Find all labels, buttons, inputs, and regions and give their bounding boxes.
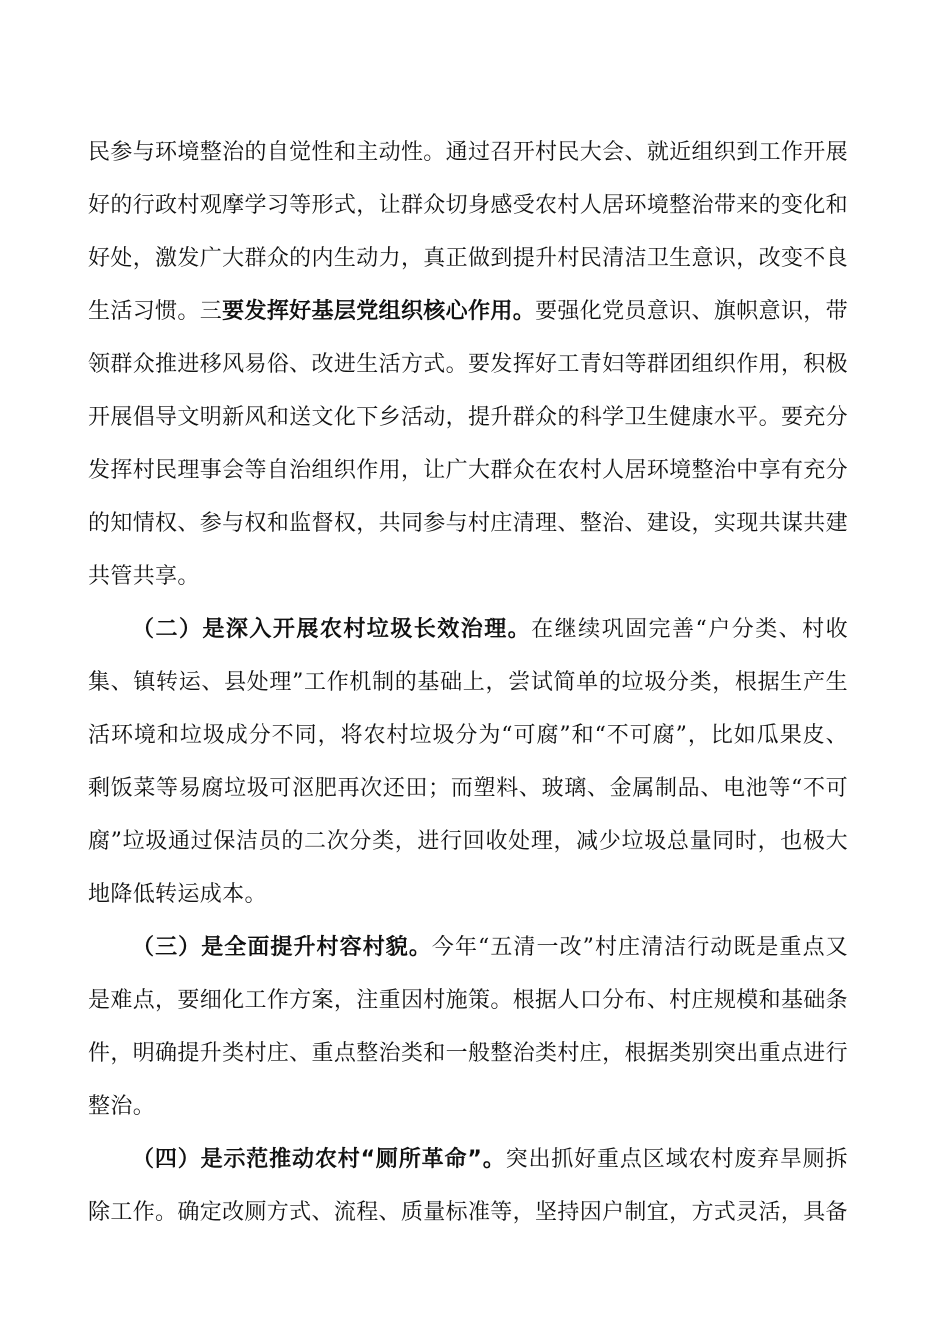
paragraph-2-bold-heading: （二）是深入开展农村垃圾长效治理。 bbox=[132, 617, 532, 642]
paragraph-4-text: 突出抓好重点区域农村废弃旱厕拆除工作。确定改厕方式、流程、质量标准等，坚持因户制宜，方式灵活，具备 bbox=[88, 1147, 848, 1225]
paragraph-2-text: 在继续巩固完善“户分类、村收集、镇转运、县处理”工作机制的基础上，尝试简单的垃圾分类，根据生产生活环境和垃圾成分不同，将农村垃圾分为“可腐”和“不可腐”，比如瓜果皮、剩饭菜等易腐垃圾可沤肥再次还田；而塑料、玻璃、金属制品、电池等“不可腐”垃圾通过保洁员的二次分类，进行回收处理，减少垃圾总量同时，也极大地降低转运成本。 bbox=[88, 617, 848, 907]
paragraph-3-bold-heading: （三）是全面提升村容村貌。 bbox=[132, 935, 432, 960]
paragraph-1-text-b: 要强化党员意识、旗帜意识，带领群众推进移风易俗、改进生活方式。要发挥好工青妇等群团组织作用，积极开展倡导文明新风和送文化下乡活动，提升群众的科学卫生健康水平。要充分发挥村民理事会等自治组织作用，让广大群众在农村人居环境整治中享有充分的知情权、参与权和监督权，共同参与村庄清理、整治、建设，实现共谋共建共管共享。 bbox=[88, 299, 848, 589]
paragraph-4 bbox=[88, 1133, 848, 1239]
document-body bbox=[88, 126, 848, 1239]
paragraph-1 bbox=[88, 126, 848, 603]
paragraph-3-text: 今年“五清一改”村庄清洁行动既是重点又是难点，要细化工作方案，注重因村施策。根据人口分布、村庄规模和基础条件，明确提升类村庄、重点整治类和一般整治类村庄，根据类别突出重点进行整治。 bbox=[88, 935, 848, 1119]
paragraph-4-bold-heading: （四）是示范推动农村“厕所革命”。 bbox=[132, 1147, 506, 1172]
paragraph-3 bbox=[88, 921, 848, 1133]
paragraph-1-bold-heading: 要发挥好基层党组织核心作用。 bbox=[222, 299, 536, 324]
paragraph-2 bbox=[88, 603, 848, 921]
paragraph-1-text-a: 民参与环境整治的自觉性和主动性。通过召开村民大会、就近组织到工作开展好的行政村观摩学习等形式，让群众切身感受农村人居环境整治带来的变化和好处，激发广大群众的内生动力，真正做到提升村民清洁卫生意识，改变不良生活习惯。三 bbox=[88, 140, 848, 324]
